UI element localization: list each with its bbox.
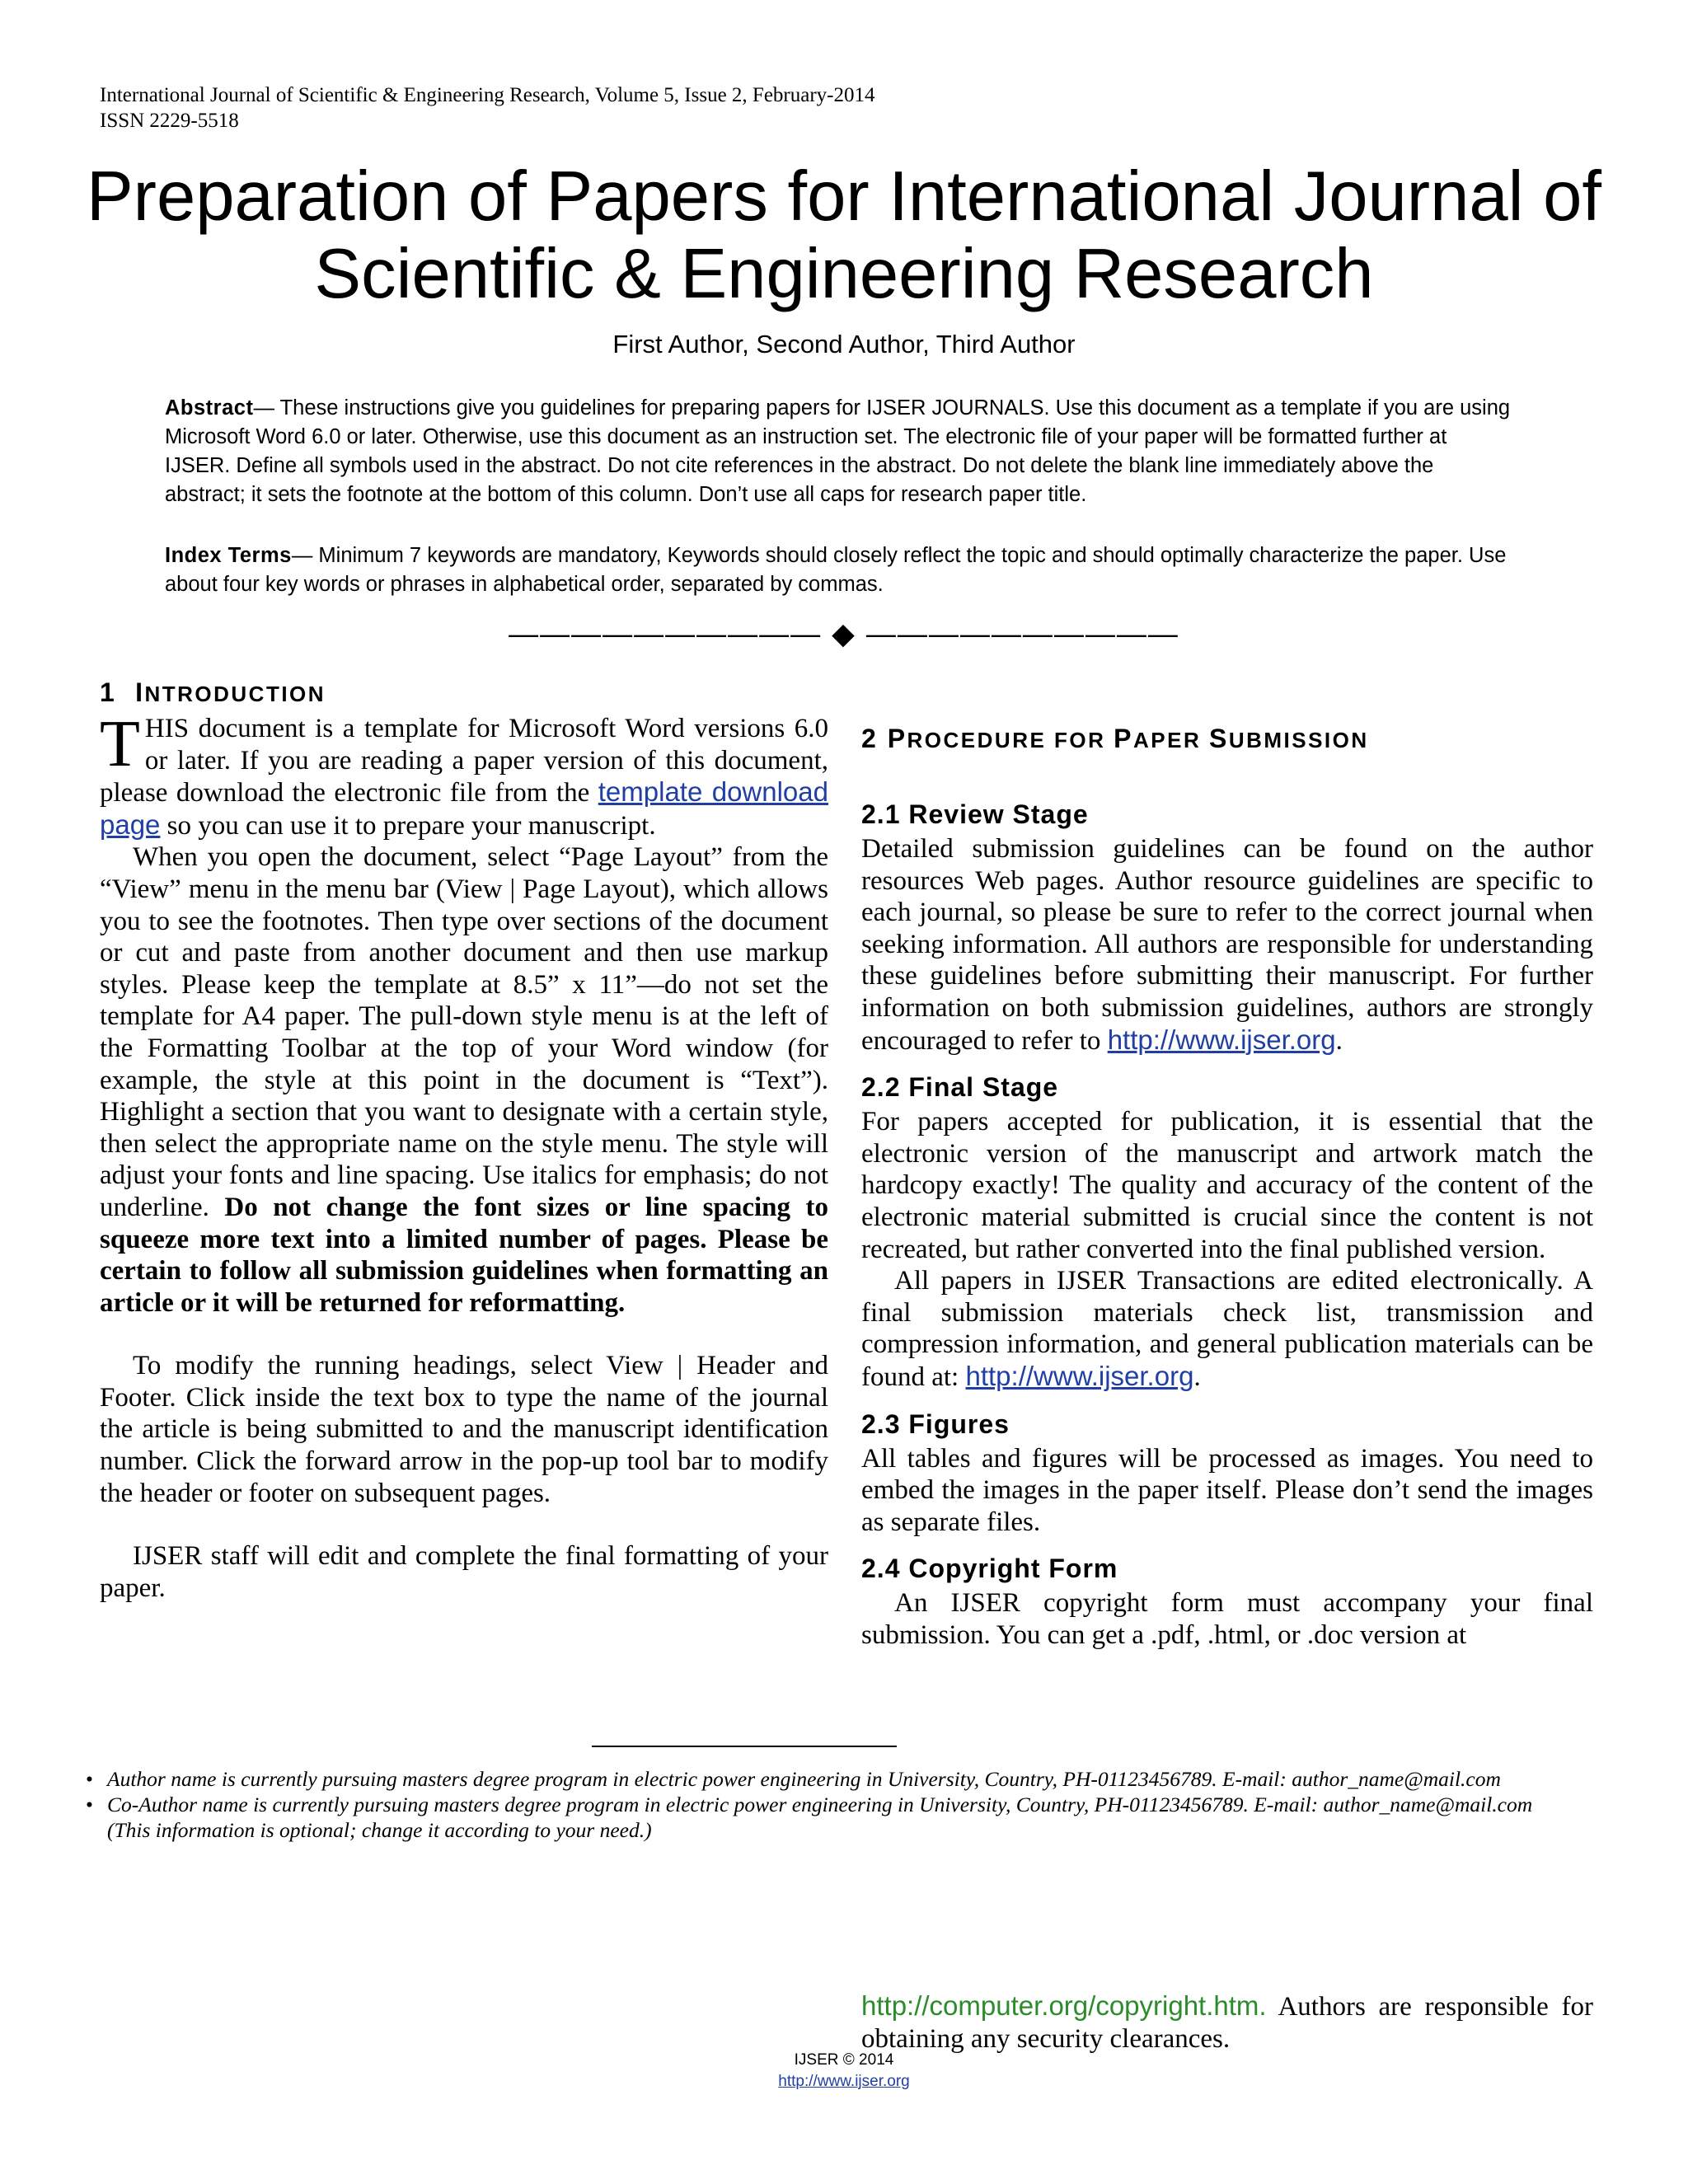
footnotes bbox=[86, 1766, 1536, 1843]
ijser-link-2[interactable]: http://www.ijser.org bbox=[965, 1360, 1194, 1391]
intro-p1-end: so you can use it to prepare your manuscript. bbox=[160, 810, 656, 841]
intro-p2-bold: Do not change the font sizes or line spacing to squeeze more text into a limited number of pages. Please be certain to follow all submission guidelines when formatting an article or it will be returned for reformatting. bbox=[100, 1192, 828, 1318]
footer-url[interactable]: http://www.ijser.org bbox=[778, 2073, 910, 2090]
footnote-rule bbox=[592, 1746, 897, 1747]
template-download-link[interactable]: template download page bbox=[100, 776, 828, 840]
ijser-link-1[interactable]: http://www.ijser.org bbox=[1107, 1024, 1336, 1055]
index-terms-label: Index Terms bbox=[165, 544, 292, 567]
abstract-label: Abstract bbox=[165, 396, 254, 419]
section-2-rest-1: ROCEDURE FOR bbox=[907, 728, 1114, 752]
copyright-link[interactable]: http://computer.org/copyright.htm. bbox=[861, 1990, 1267, 2021]
review-stage-paragraph bbox=[861, 833, 1593, 1057]
footnote-note: (This information is optional; change it according to your need.) bbox=[107, 1818, 652, 1842]
subsection-2-1-heading: 2.1 Review Stage bbox=[861, 799, 1089, 829]
title-line-1: Preparation of Papers for International Journal of bbox=[86, 157, 1602, 236]
final-stage-text: All papers in IJSER Transactions are edited electronically. A final submission materials check list, transmission and compression information, and general publication materials can be found at: bbox=[861, 1266, 1593, 1392]
intro-p2-text: When you open the document, select “Page Layout” from the “View” menu in the menu bar (View | Page Layout), which allows you to see the footnotes. Then type over sections of the document or cut and paste from another document and then use markup styles. Please keep the template at 8.5” x 11”—do not set the template for A4 paper. The pull-down style menu is at the left of the Formatting Toolbar at the top of your Word window (for example, the style at this point in the document is “Text”). Highlight a section that you want to designate with a certain style, then select the appropriate name on the style menu. The style will adjust your fonts and line spacing. Use italics for emphasis; do not underline. bbox=[100, 842, 828, 1222]
bullet-icon: • bbox=[86, 1793, 93, 1816]
figures-paragraph: All tables and figures will be processed as images. You need to embed the images in the paper itself. Please don’t send the images as separate files. bbox=[861, 1443, 1593, 1537]
section-2-cap-2: P bbox=[1114, 724, 1133, 753]
intro-paragraph-2 bbox=[100, 841, 828, 1319]
subsection-2-2-heading: 2.2 Final Stage bbox=[861, 1072, 1059, 1103]
section-1-rest: NTRODUCTION bbox=[144, 682, 326, 706]
intro-p1-text: HIS document is a template for Microsoft Word versions 6.0 or later. If you are reading a paper version of this document, please download the electronic file from the bbox=[100, 714, 828, 808]
bullet-icon: • bbox=[86, 1767, 93, 1791]
section-2-rest-2: APER bbox=[1133, 728, 1209, 752]
footnote-item-1 bbox=[86, 1766, 1536, 1792]
drop-cap: T bbox=[100, 708, 140, 780]
paper-title bbox=[66, 158, 1622, 313]
right-column bbox=[861, 795, 1593, 1651]
index-terms-text: — Minimum 7 keywords are mandatory, Keywords should closely reflect the topic and should optimally characterize the paper. Use about four key words or phrases in alphabetical order, separated by commas. bbox=[165, 544, 1507, 596]
running-header bbox=[100, 82, 875, 134]
subsection-2-4-heading: 2.4 Copyright Form bbox=[861, 1554, 1118, 1584]
review-stage-text: Detailed submission guidelines can be found on the author resources Web pages. Author resource guidelines are specific to each journal, so please be sure to refer to the correct journal when seeking information. All authors are responsible for understanding these guidelines before submitting their manuscript. For further information on both submission guidelines, authors are strongly encouraged to refer to bbox=[861, 834, 1593, 1056]
section-1-number: 1 bbox=[100, 677, 117, 707]
page-footer bbox=[0, 2050, 1688, 2093]
copyright-continuation-text: Authors are responsible for obtaining any security clearances. bbox=[861, 1992, 1593, 2054]
author-list: First Author, Second Author, Third Author bbox=[612, 330, 1076, 359]
review-stage-end: . bbox=[1335, 1025, 1343, 1056]
section-divider: —————————— ◆ —————————— bbox=[509, 616, 1179, 650]
final-stage-paragraph-1: For papers accepted for publication, it is essential that the electronic version of the manuscript and artwork match the hardcopy exactly! The quality and accuracy of the content of the electronic material submitted is crucial since the content is not recreated, but rather converted into the final published version. bbox=[861, 1107, 1593, 1264]
abstract-text: — These instructions give you guidelines for preparing papers for IJSER JOURNALS. Use this document as a template if you are using Microsoft Word 6.0 or later. Otherwise, use this document as an instruction set. The electronic file of your paper will be formatted further at IJSER. Define all symbols used in the abstract. Do not cite references in the abstract. Do not delete the blank line immediately above the abstract; it sets the footnote at the bottom of this column. Don’t use all caps for research paper title. bbox=[165, 396, 1511, 506]
left-column bbox=[100, 708, 828, 1604]
abstract bbox=[165, 394, 1517, 509]
section-2-number: 2 bbox=[861, 724, 879, 753]
index-terms bbox=[165, 541, 1517, 599]
section-1-heading bbox=[100, 677, 326, 708]
title-line-2: Scientific & Engineering Research bbox=[314, 235, 1374, 313]
section-2-cap-3: S bbox=[1208, 724, 1229, 753]
section-1-cap: I bbox=[135, 677, 145, 707]
intro-paragraph-4: IJSER staff will edit and complete the final formatting of your paper. bbox=[100, 1541, 828, 1603]
footnote-text-2: Co-Author name is currently pursuing masters degree program in electric power engineering in University, Country, PH-01123456789. E-mail: author_name@mail.com bbox=[107, 1793, 1533, 1816]
copyright-paragraph: An IJSER copyright form must accompany your final submission. You can get a .pdf, .html, or .doc version at bbox=[861, 1588, 1593, 1650]
footnote-item-2 bbox=[86, 1792, 1536, 1817]
issn: ISSN 2229-5518 bbox=[100, 110, 239, 132]
intro-paragraph-1 bbox=[100, 708, 828, 841]
journal-line: International Journal of Scientific & Engineering Research, Volume 5, Issue 2, February-2014 bbox=[100, 84, 875, 106]
final-stage-end: . bbox=[1193, 1361, 1201, 1392]
section-2-cap-1: P bbox=[887, 724, 907, 753]
subsection-2-3-heading: 2.3 Figures bbox=[861, 1408, 1010, 1439]
copyright-continuation bbox=[861, 1990, 1593, 2055]
section-2-heading bbox=[861, 724, 1369, 754]
section-2-rest-3: UBMISSION bbox=[1228, 728, 1369, 752]
intro-paragraph-3: To modify the running headings, select View | Header and Footer. Click inside the text box to type the name of the journal the article is being submitted to and the manuscript identification number. Click the forward arrow in the pop-up tool bar to modify the header or footer on subsequent pages. bbox=[100, 1351, 828, 1508]
footer-copyright: IJSER © 2014 bbox=[794, 2051, 894, 2069]
final-stage-paragraph-2 bbox=[861, 1265, 1593, 1393]
footnote-text-1: Author name is currently pursuing masters degree program in electric power engineering in University, Country, PH-01123456789. E-mail: author_name@mail.com bbox=[107, 1767, 1501, 1791]
